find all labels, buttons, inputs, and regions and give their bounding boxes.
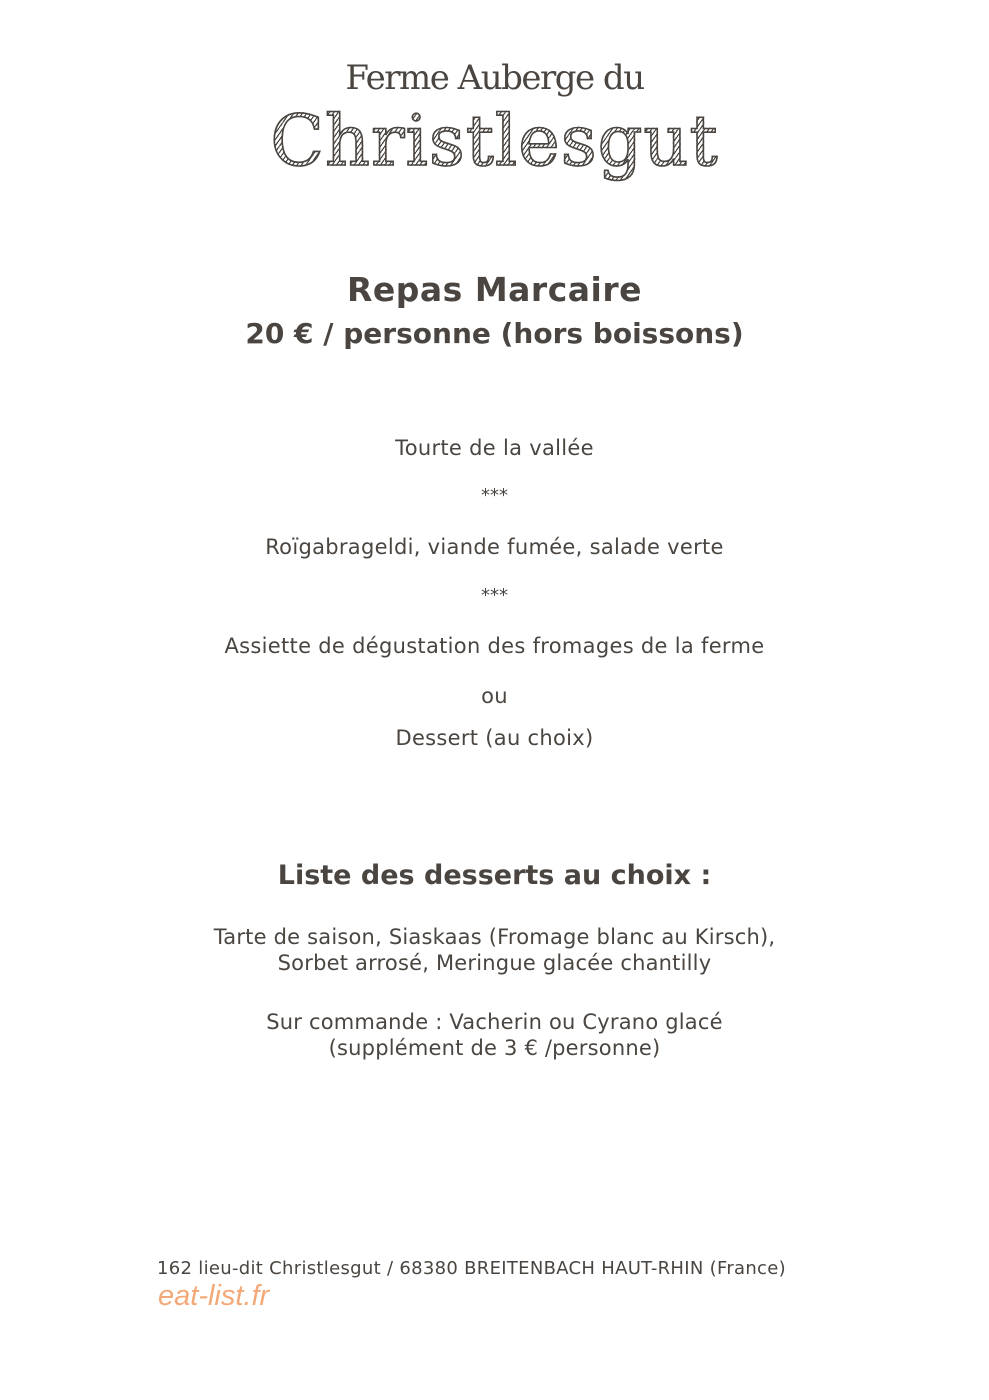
menu-title: Repas Marcaire — [347, 270, 642, 309]
logo-title: Christlesgut — [0, 100, 989, 182]
dessert-order-line: Sur commande : Vacherin ou Cyrano glacé — [266, 1010, 723, 1034]
course-separator: *** — [481, 485, 508, 506]
course-starter: Tourte de la vallée — [395, 436, 594, 460]
menu-price: 20 € / personne (hors boissons) — [245, 317, 744, 350]
course-or: ou — [481, 684, 508, 708]
course-main: Roïgabrageldi, viande fumée, salade verte — [265, 535, 724, 559]
dessert-supplement-line: (supplément de 3 € /personne) — [328, 1036, 661, 1060]
logo-subtitle: Ferme Auberge du — [345, 58, 644, 98]
footer-address: 162 lieu-dit Christlesgut / 68380 BREITENBACH HAUT-RHIN (France) — [157, 1258, 786, 1279]
dessert-list-line: Tarte de saison, Siaskaas (Fromage blanc au Kirsch), — [213, 925, 776, 949]
course-cheese: Assiette de dégustation des fromages de la ferme — [224, 634, 765, 658]
course-separator: *** — [481, 585, 508, 606]
course-dessert: Dessert (au choix) — [395, 726, 594, 750]
desserts-title: Liste des desserts au choix : — [277, 860, 712, 891]
watermark: eat-list.fr — [158, 1280, 270, 1312]
dessert-list-line: Sorbet arrosé, Meringue glacée chantilly — [277, 951, 712, 975]
